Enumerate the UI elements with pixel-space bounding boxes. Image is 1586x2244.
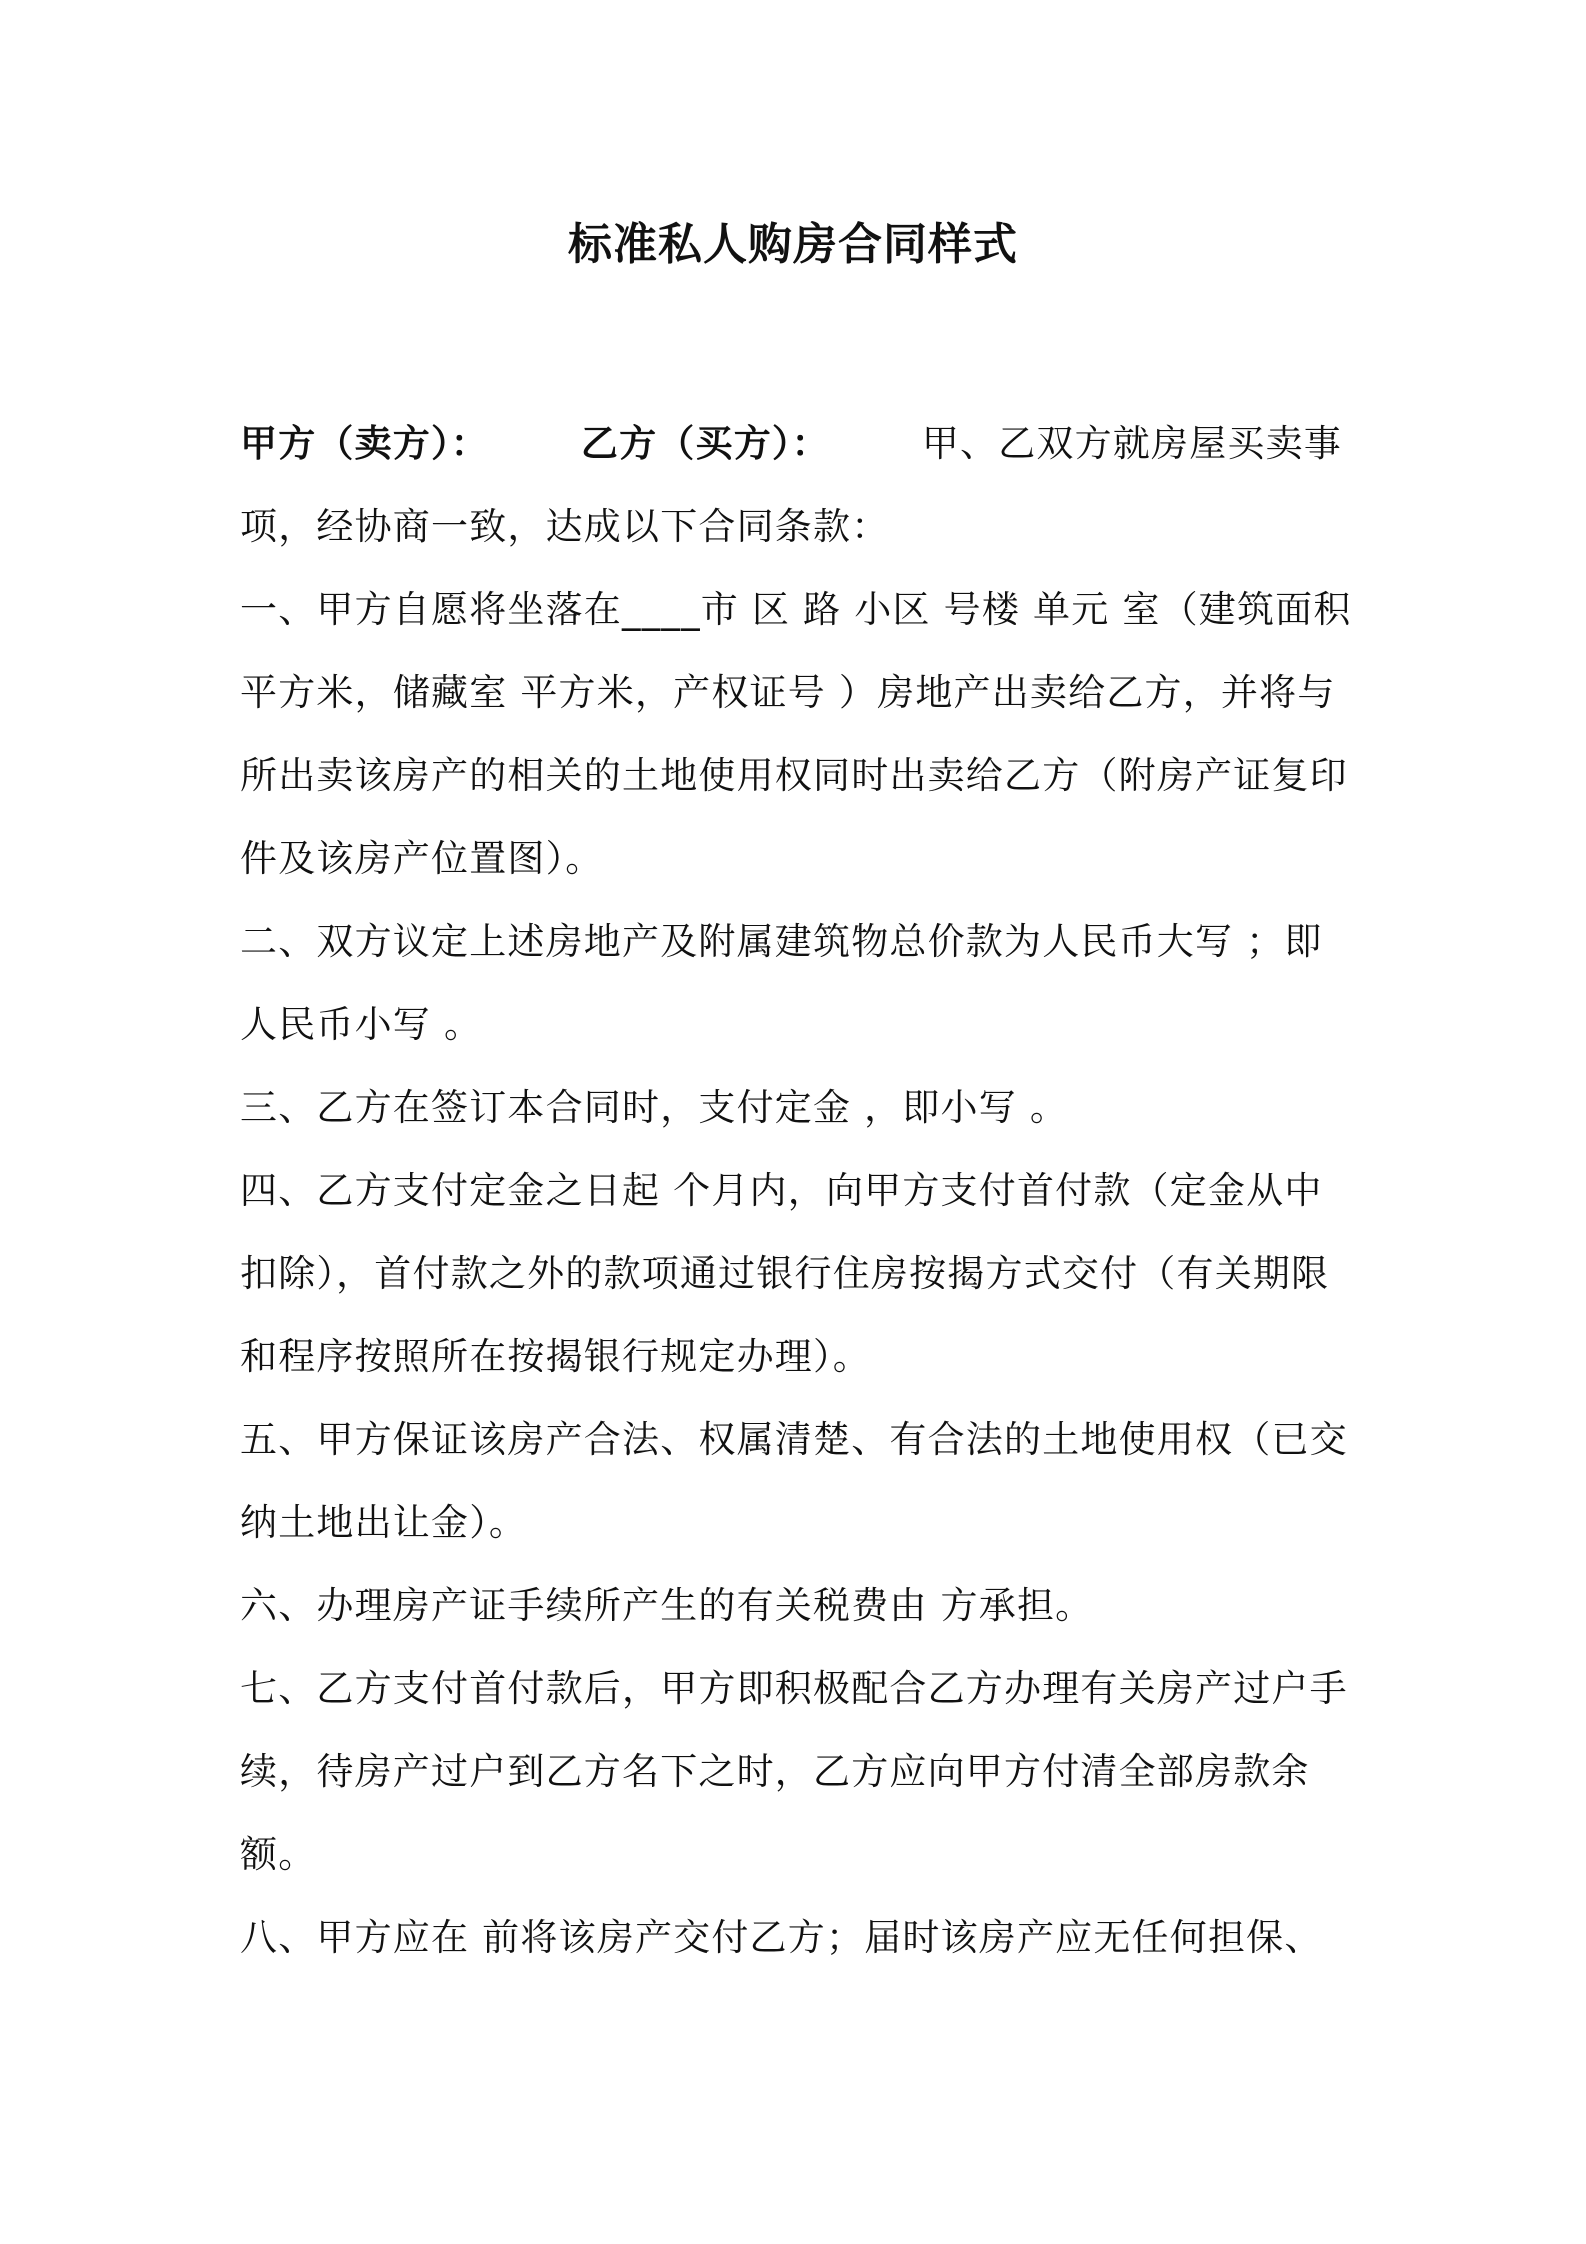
clause-7: 七、乙方支付首付款后，甲方即积极配合乙方办理有关房产过户手续，待房产过户到乙方名下之时，乙方应向甲方付清全部房款余额。 (240, 1667, 1348, 1876)
intro-text: 甲、乙双方就房屋买卖事项，经协商一致，达成以下合同条款： (240, 422, 1343, 548)
clause-8: 八、甲方应在 前将该房产交付乙方；届时该房产应无任何担保、 (240, 1916, 1323, 1959)
intro-paragraph (240, 402, 1355, 568)
party-b-label: 乙方（买方）： (580, 422, 830, 465)
clause-4: 四、乙方支付定金之日起 个月内，向甲方支付首付款（定金从中扣除），首付款之外的款项通过银行住房按揭方式交付（有关期限和程序按照所在按揭银行规定办理）。 (240, 1169, 1330, 1378)
clause-2: 二、双方议定上述房地产及附属建筑物总价款为人民币大写 ；即人民币小写 。 (240, 920, 1323, 1046)
clause-3: 三、乙方在签订本合同时，支付定金 ，即小写 。 (240, 1086, 1069, 1129)
clause-1: 一、甲方自愿将坐落在____市 区 路 小区 号楼 单元 室（建筑面积 平方米，储藏室 平方米，产权证号 ）房地产出卖给乙方，并将与所出卖该房产的相关的土地使用权同时出卖给乙方（附房产证复印件及该房产位置图）。 (240, 588, 1365, 880)
clause-5: 五、甲方保证该房产合法、权属清楚、有合法的土地使用权（已交纳土地出让金）。 (240, 1418, 1348, 1544)
clause-6: 六、办理房产证手续所产生的有关税费由 方承担。 (240, 1584, 1094, 1627)
document-title: 标准私人购房合同样式 (568, 219, 1018, 270)
party-a-label: 甲方（卖方）： (240, 422, 489, 465)
document-body (240, 402, 1365, 1979)
